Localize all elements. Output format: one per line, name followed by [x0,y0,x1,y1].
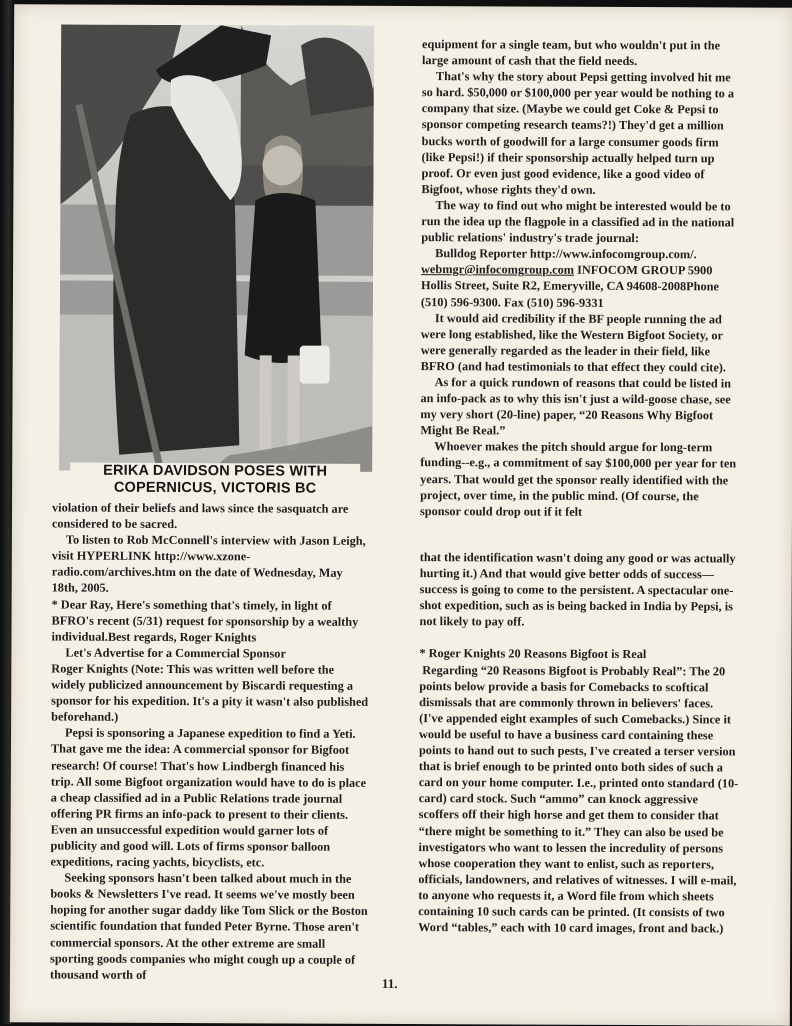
paragraph: Regarding “20 Reasons Bigfoot is Probably Real”: The 20 points below provide a basis for Comebacks to scoftical dismissals that are commonly thrown in believers' faces. (I've appended eight examples of such Comebacks.) Since it would be useful to have a business card containing these points to hand out to such pests, I've created a terser version that is brief enough to be printed onto both sides of such a card on your home computer. I.e., printed onto standard (10-card) card stock. Such “ammo” can knock aggressive scoffers off their high horse and get them to consider that “there might be something to it.” They can also be used be investigators who want to lessen the incredulity of persons whose cooperation they want to enlist, such as reporters, officials, landowners, and relatives of witnesses. I will e-mail, to anyone who requests it, a Word file from which sheets containing 10 such cards can be printed. (It consists of two Word “tables,” each with 10 card images, front and back.) [418,662,739,936]
paragraph: As for a quick rundown of reasons that could be listed in an info-pack as to why this isn't just a wild-goose chase, see my very short (20-line) paper, “20 Reasons Why Bigfoot Might Be Real.” [420,375,732,438]
paragraph: To listen to Rob McConnell's interview with Jason Leigh, visit HYPERLINK http://www.xzone-radio.com/archives.htm on the date of Wednesday, May 18th, 2005. [51,532,366,596]
address-text: INFOCOM GROUP 5900 Hollis Street, Suite R2, Emeryville, CA 94608-2008Phone (510) 596-9300. Fax (510) 596-9331 [420,263,719,310]
left-column-text [50,499,370,983]
paragraph: It would aid credibility if the BF people running the ad were long established, like the Western Bigfoot Society, or were generally regarded as the leader in their field, like BFRO (and had testimonials to that effect they could cite). [420,310,727,375]
paragraph: violation of their beliefs and laws since the sasquatch are considered to be sacred. [51,500,349,532]
photo-erika-with-copernicus [59,25,374,472]
photo-image [59,25,374,472]
paragraph: Bulldog Reporter http://www.infocomgroup.com/. [435,246,697,262]
paragraph: that the identification wasn't doing any good or was actually hurting it.) And that would give better odds of success—success is going to come to the persistent. A spectacular one-shot expedition, such as is being backed in India by Pepsi, is not likely to pay off. [419,550,736,629]
right-column-top-text [420,36,742,520]
paragraph: That's why the story about Pepsi getting involved hit me so hard. $50,000 or $100,000 per year would be nothing to a company that size. (Maybe we could get Coke & Pepsi to sponsor competing research teams?!) They'd get a million bucks worth of goodwill for a large consumer goods firm (like Pepsi!) if their sponsorship actually helped turn up proof. Or even just good evidence, like a good video of Bigfoot, whose rights they'd own. [421,69,735,197]
paragraph: Whoever makes the pitch should argue for long-term funding--e.g., a commitment of say $100,000 per year for ten years. That would get the sponsor really identified with the project, over time, in the public mind. (Of course, the sponsor could drop out if it felt [419,439,737,519]
caption-line-1: ERIKA DAVIDSON POSES WITH [70,463,360,481]
article-heading: Let's Advertise for a Commercial Sponsor [65,645,286,661]
photo-caption [70,463,360,498]
article-heading: * Roger Knights 20 Reasons Bigfoot is Real [419,646,647,662]
paragraph: The way to find out who might be interested would be to run the idea up the flagpole in a classified ad in the national public relations' industry's trade journal: [421,198,735,246]
paragraph: Pepsi is sponsoring a Japanese expedition to find a Yeti. That gave me the idea: A commercial sponsor for Bigfoot research! Of course! That's how Lindbergh financed his trip. All some Bigfoot organization would have to do is place a cheap classified ad in a Public Relations trade journal offering PR firms an info-pack to present to their clients. Even an unsuccessful expedition would garner lots of publicity and good will. Lots of firms sponsor balloon expeditions, racing yachts, bicyclists, etc. [50,725,367,870]
email-link[interactable]: webmgr@infocomgroup.com [421,262,575,278]
paragraph-gap [419,630,739,647]
newsletter-page [10,4,792,1025]
caption-line-2: COPERNICUS, VICTORIS BC [113,479,317,497]
page-number: 11. [381,975,398,991]
paragraph [421,261,741,311]
right-column-bottom-text [418,549,740,937]
paragraph: Roger Knights (Note: This was written well before the widely publicized announcement by Biscardi requesting a sponsor for his expedition. It's a pity it wasn't also published beforehand.) [51,661,369,724]
paragraph: Seeking sponsors hasn't been talked about much in the books & Newsletters I've read. It seems we've mostly been hoping for another sugar daddy like Tom Slick or the Boston scientific foundation that funded Peter Byrne. Those aren't commercial sponsors. At the other extreme are small sporting goods companies who might cough up a couple of thousand worth of [49,870,368,982]
paragraph: * Dear Ray, Here's something that's timely, in light of BFRO's recent (5/31) request for sponsorship by a wealthy individual.Best regards, Roger Knights [51,597,359,645]
paragraph: equipment for a single team, but who wouldn't put in the large amount of cash that the field needs. [421,37,721,69]
